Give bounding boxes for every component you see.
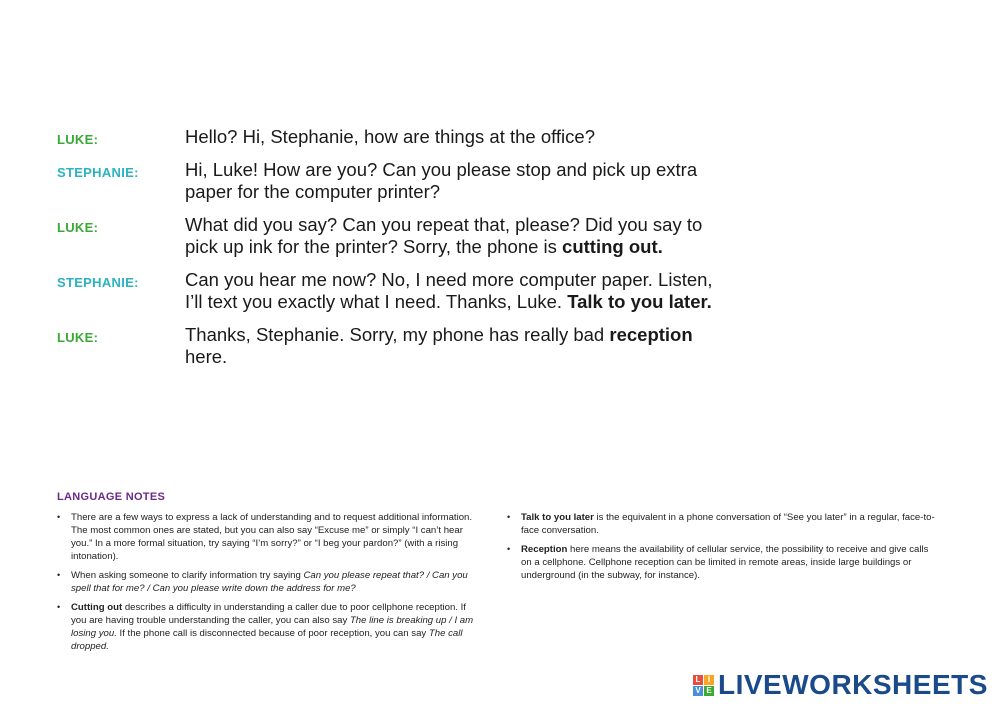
bullet-icon: • — [57, 602, 61, 612]
dialogue — [57, 126, 717, 379]
liveworksheets-logo[interactable] — [693, 669, 988, 701]
speech-text: Hi, Luke! How are you? Can you please stop and pick up extra paper for the computer printer? — [185, 159, 698, 202]
logo-letter: V — [693, 686, 703, 696]
key-phrase: Talk to you later. — [567, 291, 712, 312]
bullet-icon: • — [507, 544, 511, 554]
speaker-label: LUKE: — [57, 220, 99, 235]
speaker-label: STEPHANIE: — [57, 275, 139, 290]
speaker-label: LUKE: — [57, 330, 99, 345]
logo-icon — [693, 675, 714, 696]
notes-left-column — [57, 511, 483, 659]
note-item: • There are a few ways to express a lack of understanding and to request additional information. The most common ones are stated, but you can also say “Excuse me” or simply “I can’t hear you.” In a more formal situation, try saying “I’m sorry?” or “I beg your pardon?” (with a rising intonation). — [57, 512, 473, 562]
note-item: • Cutting out describes a difficulty in understanding a caller due to poor cellphone reception. If you are having trouble understanding the caller, you can also say The line is breaking up / I am losing you. If the phone call is disconnected because of poor reception, you can say The call dropped. — [57, 602, 474, 652]
bullet-icon: • — [57, 512, 61, 522]
speaker-label: STEPHANIE: — [57, 165, 139, 180]
logo-letter: I — [704, 675, 714, 685]
dialogue-line — [57, 159, 717, 203]
notes-right-column — [507, 511, 939, 588]
speech-text: What did you say? Can you repeat that, please? Did you say to pick up ink for the printer? Sorry, the phone is cutting out. — [185, 214, 703, 257]
dialogue-line — [57, 324, 717, 368]
dialogue-line — [57, 269, 717, 313]
logo-letter: L — [693, 675, 703, 685]
note-item: • Reception here means the availability of cellular service, the possibility to receive and give calls on a cellphone. Cellphone reception can be limited in remote areas, inside large buildings or underground (in the subway, for instance). — [507, 544, 929, 581]
bullet-icon: • — [57, 570, 61, 580]
note-item: • When asking someone to clarify information try saying Can you please repeat that? / Can you spell that for me? / Can you please write down the address for me? — [57, 570, 468, 594]
speech-text: Hello? Hi, Stephanie, how are things at the office? — [185, 126, 595, 147]
speech-text: Thanks, Stephanie. Sorry, my phone has really bad reception here. — [185, 324, 693, 367]
brand-name: LIVEWORKSHEETS — [718, 669, 988, 700]
dialogue-line — [57, 214, 717, 258]
key-phrase: reception — [609, 324, 693, 345]
language-notes-title: LANGUAGE NOTES — [57, 491, 166, 503]
note-item: • Talk to you later is the equivalent in a phone conversation of “See you later” in a regular, face-to-face conversation. — [507, 512, 935, 536]
logo-letter: E — [704, 686, 714, 696]
speech-text: Can you hear me now? No, I need more computer paper. Listen, I’ll text you exactly what I need. Thanks, Luke. Talk to you later. — [185, 269, 713, 312]
key-phrase: cutting out. — [562, 236, 663, 257]
dialogue-line — [57, 126, 717, 148]
bullet-icon: • — [507, 512, 511, 522]
speaker-label: LUKE: — [57, 132, 99, 147]
